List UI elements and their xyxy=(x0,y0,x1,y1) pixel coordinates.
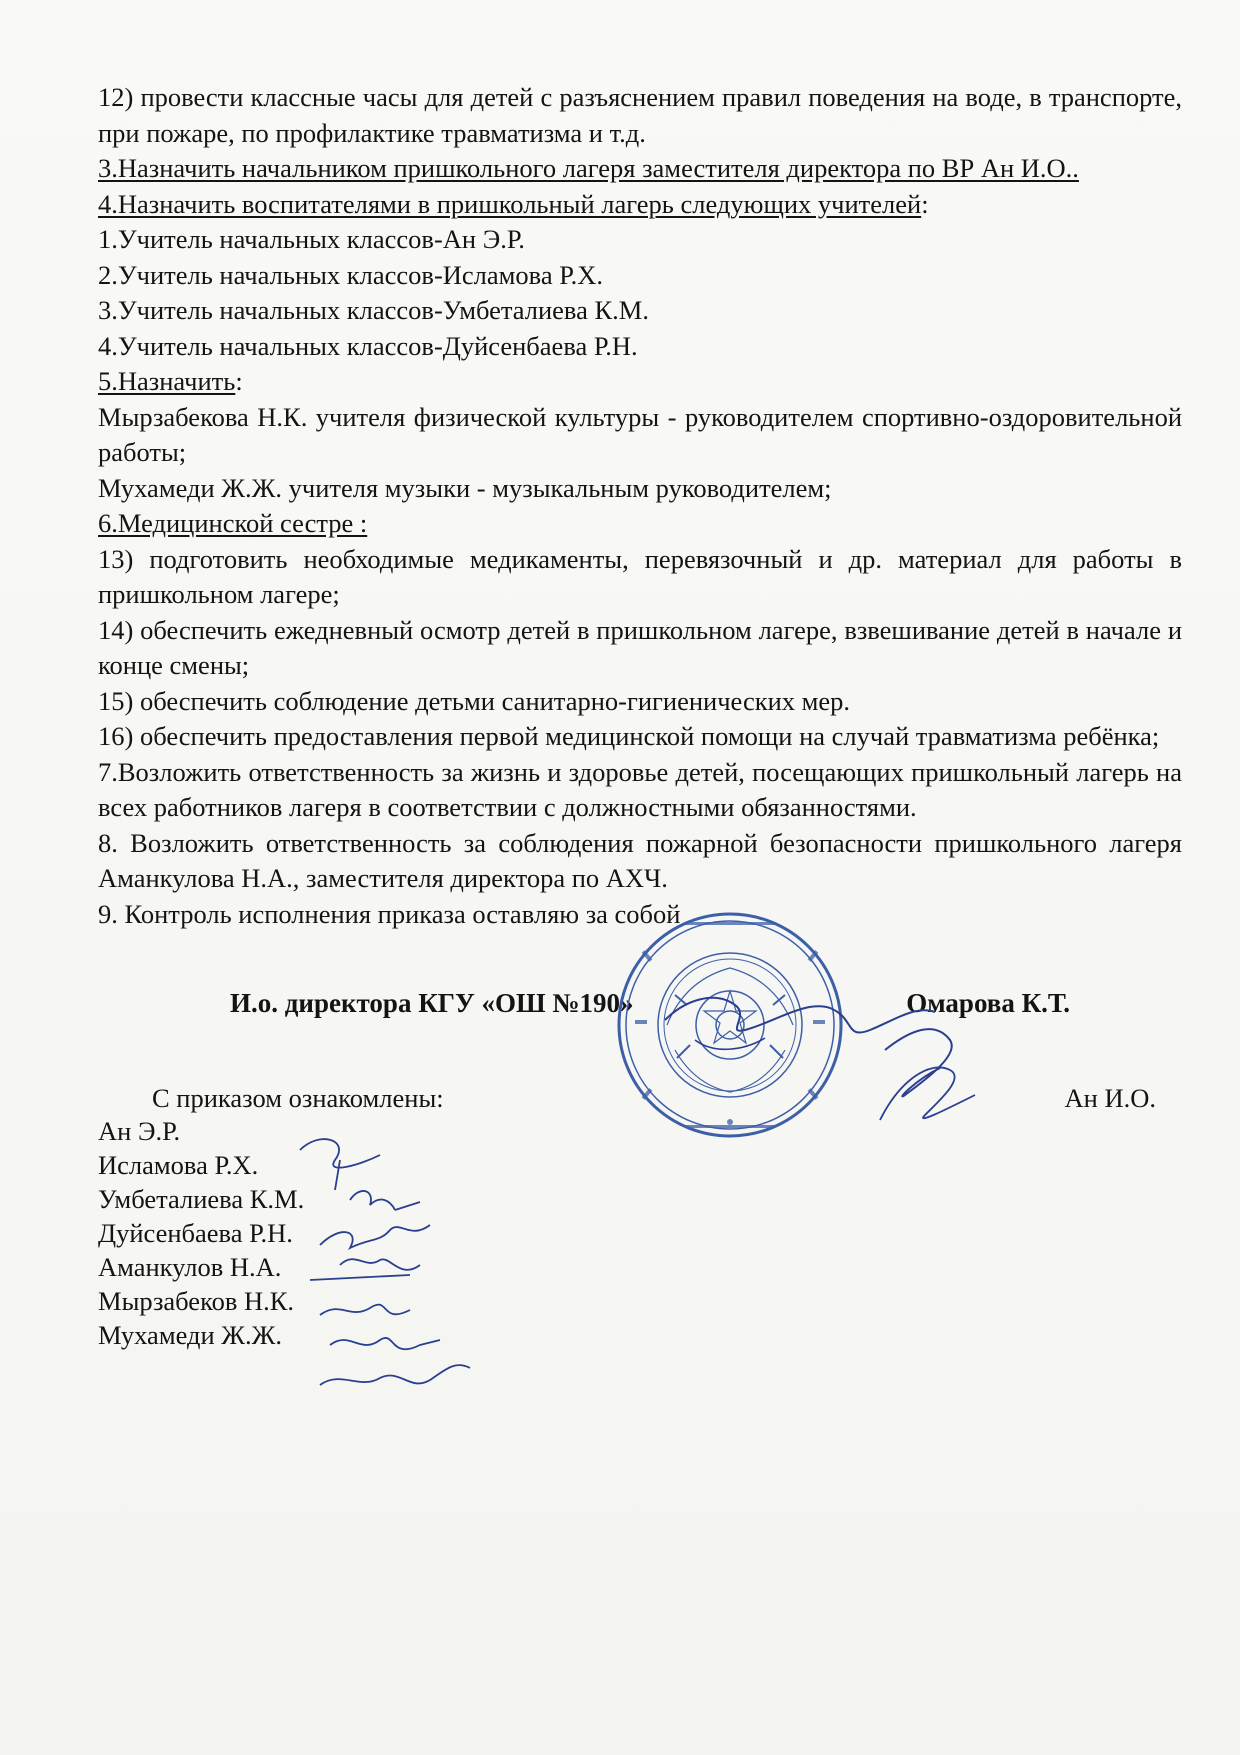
item-13: 13) подготовить необходимые медикаменты, перевязочный и др. материал для работы в пришкольном лагере; xyxy=(98,543,1182,609)
list-item: Исламова Р.Х. xyxy=(98,1150,259,1180)
list-item: Аманкулов Н.А. xyxy=(98,1252,282,1282)
section-3: 3.Назначить начальником пришкольного лагеря заместителя директора по ВР Ан И.О.. xyxy=(98,153,1079,183)
director-name: Омарова К.Т. xyxy=(906,988,1070,1018)
acknowledged-title: С приказом ознакомлены: xyxy=(152,1083,444,1113)
deputy-signature-icon xyxy=(870,1040,990,1140)
section-7: 7.Возложить ответственность за жизнь и здоровье детей, посещающих пришкольный лагерь на всех работников лагеря в соответствии с должностными обязанностями. xyxy=(98,756,1182,822)
item-16: 16) обеспечить предоставления первой медицинской помощи на случай травматизма ребёнка; xyxy=(98,721,1160,751)
item-15: 15) обеспечить соблюдение детьми санитарно-гигиенических мер. xyxy=(98,685,851,716)
director-title: И.о. директора КГУ «ОШ №190» xyxy=(230,988,634,1018)
list-item: Дуйсенбаева Р.Н. xyxy=(98,1218,293,1248)
list-item: Ан Э.Р. xyxy=(98,1116,181,1146)
section-9: 9. Контроль исполнения приказа оставляю за собой xyxy=(98,898,681,929)
list-item: Мырзабеков Н.К. xyxy=(98,1286,295,1316)
section-4: 4.Назначить воспитателями в пришкольный лагерь следующих учителей: xyxy=(98,188,929,219)
teacher-1: 1.Учитель начальных классов-Ан Э.Р. xyxy=(98,224,525,254)
acknowledged-names-list xyxy=(98,1114,304,1352)
list-item: Мухамеди Ж.Ж. xyxy=(98,1320,283,1350)
section-5: 5.Назначить: xyxy=(98,366,243,396)
acknowledged-deputy-name: Ан И.О. xyxy=(1064,1083,1156,1113)
teacher-4: 4.Учитель начальных классов-Дуйсенбаева Р.Н. xyxy=(98,330,638,361)
document-body xyxy=(98,80,1182,932)
teacher-2: 2.Учитель начальных классов-Исламова Р.Х. xyxy=(98,259,604,290)
item-14: 14) обеспечить ежедневный осмотр детей в пришкольном лагере, взвешивание детей в начале и конце смены; xyxy=(98,614,1182,680)
teacher-3: 3.Учитель начальных классов-Умбеталиева К.М. xyxy=(98,295,649,325)
item-12: 12) провести классные часы для детей с разъяснением правил поведения на воде, в транспорте, при пожаре, по профилактике травматизма и т.д. xyxy=(98,82,1182,148)
section-8: 8. Возложить ответственность за соблюдения пожарной безопасности пришкольного лагеря Аманкулова Н.А., заместителя директора по АХЧ. xyxy=(98,827,1182,893)
section-5-a: Мырзабекова Н.К. учителя физической культуры - руководителем спортивно-оздоровительной работы; xyxy=(98,401,1182,467)
section-6: 6.Медицинской сестре : xyxy=(98,508,368,538)
list-item: Умбеталиева К.М. xyxy=(98,1184,305,1214)
staff-signatures-icon xyxy=(280,1130,480,1420)
section-5-b: Мухамеди Ж.Ж. учителя музыки - музыкальным руководителем; xyxy=(98,472,832,503)
